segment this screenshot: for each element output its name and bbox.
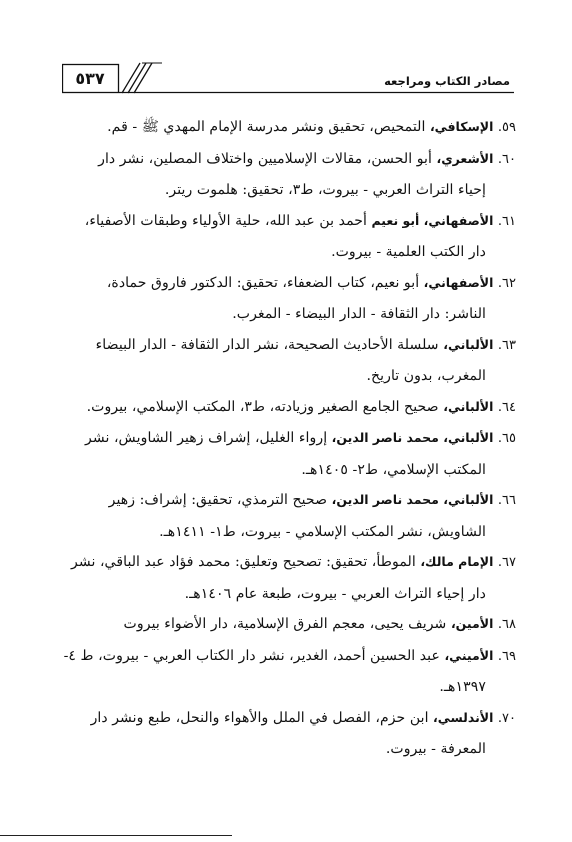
list-item (52, 268, 516, 330)
entry-text: صحيح الجامع الصغير وزيادته، ط٣، المكتب الإسلامي، بيروت. (86, 398, 439, 415)
entry-author: الألباني، محمد ناصر الدين، (331, 492, 494, 507)
entry-number: ٦٣. (497, 337, 516, 353)
entry-text: إرواء الغليل، إشراف زهير الشاويش، نشر (85, 430, 328, 446)
entry-number: ٦٩. (497, 648, 516, 664)
entry-author: الأشعري، (436, 150, 494, 166)
entry-text-continued: المكتب الإسلامي، ط٢- ١٤٠٥هـ. (301, 461, 486, 478)
entry-text: أحمد بن عبد الله، حلية الأولياء وطبقات الأصفياء، (84, 212, 367, 229)
entry-number: ٦٨. (497, 617, 516, 632)
entry-number: ٦٧. (497, 555, 516, 570)
entry-author: الألباني، (443, 336, 494, 352)
entry-text: شريف يحيى، معجم الفرق الإسلامية، دار الأضواء بيروت (123, 616, 447, 632)
entry-text-continued: دار إحياء التراث العربي - بيروت، طبعة عام ١٤٠٦هـ. (184, 585, 486, 602)
entry-text-continued: ١٣٩٧هـ. (439, 679, 486, 695)
entry-text-continued: المغرب، بدون تاريخ. (366, 368, 486, 384)
entry-text-continued: دار الكتب العلمية - بيروت. (331, 244, 486, 260)
entry-text: عبد الحسين أحمد، الغدير، نشر دار الكتاب العربي - بيروت، ط ٤- (63, 647, 440, 664)
entry-number: ٥٩. (497, 120, 516, 135)
entry-number: ٦٢. (497, 275, 516, 291)
entry-text: ابن حزم، الفصل في الملل والأهواء والنحل، طبع ونشر دار (90, 709, 429, 726)
entry-author: الإمام مالك، (420, 554, 494, 569)
list-item (52, 144, 516, 206)
entry-author: الألباني، (443, 398, 494, 414)
entry-text-continued: المعرفة - بيروت. (385, 741, 486, 757)
list-item (52, 112, 516, 144)
page-number: ٥٣٧ (75, 68, 105, 88)
entry-text-continued: الناشر: دار الثقافة - الدار البيضاء - المغرب. (232, 306, 486, 322)
page-header (62, 60, 514, 100)
list-item (52, 703, 516, 765)
list-item (52, 641, 516, 703)
entry-number: ٧٠. (497, 710, 516, 726)
entry-number: ٦٤. (497, 399, 516, 415)
list-item (52, 330, 516, 392)
entry-author: الألباني، محمد ناصر الدين، (331, 430, 494, 445)
entry-number: ٦١. (497, 213, 516, 229)
entry-author: الأصفهاني، أبو نعيم (371, 212, 494, 228)
bibliography-list (52, 112, 516, 765)
entry-author: الأميني، (444, 647, 494, 663)
entry-text: صحيح الترمذي، تحقيق: إشراف: زهير (108, 492, 328, 508)
entry-number: ٦٦. (497, 493, 516, 508)
entry-text-continued: إحياء التراث العربي - بيروت، ط٣، تحقيق: هلموت ريتر. (164, 182, 486, 198)
entry-text: سلسلة الأحاديث الصحيحة، نشر الدار الثقافة - الدار البيضاء (95, 336, 439, 353)
entry-text: أبو نعيم، كتاب الضعفاء، تحقيق: الدكتور فاروق حمادة، (106, 274, 420, 291)
entry-author: الإسكافي، (429, 119, 494, 134)
list-item (52, 485, 516, 547)
running-title: مصادر الكتاب ومراجعه (384, 74, 510, 88)
entry-number: ٦٠. (497, 151, 516, 167)
entry-number: ٦٥. (497, 431, 516, 446)
list-item (52, 609, 516, 641)
list-item (52, 547, 516, 609)
entry-text: أبو الحسن، مقالات الإسلاميين واختلاف المصلين، نشر دار (98, 150, 432, 167)
footer-rule (0, 835, 232, 836)
entry-author: الأمين، (450, 616, 494, 631)
entry-text: الموطأ، تحقيق: تصحيح وتعليق: محمد فؤاد عبد الباقي، نشر (71, 554, 416, 570)
entry-text-continued: الشاويش، نشر المكتب الإسلامي - بيروت، ط١- ١٤١١هـ. (159, 523, 486, 540)
list-item (52, 423, 516, 485)
list-item (52, 206, 516, 268)
entry-author: الأندلسي، (433, 709, 494, 725)
entry-author: الأصفهاني، (423, 274, 494, 290)
list-item (52, 392, 516, 424)
entry-text: التمحيص، تحقيق ونشر مدرسة الإمام المهدي ﷺ - قم. (107, 119, 426, 135)
